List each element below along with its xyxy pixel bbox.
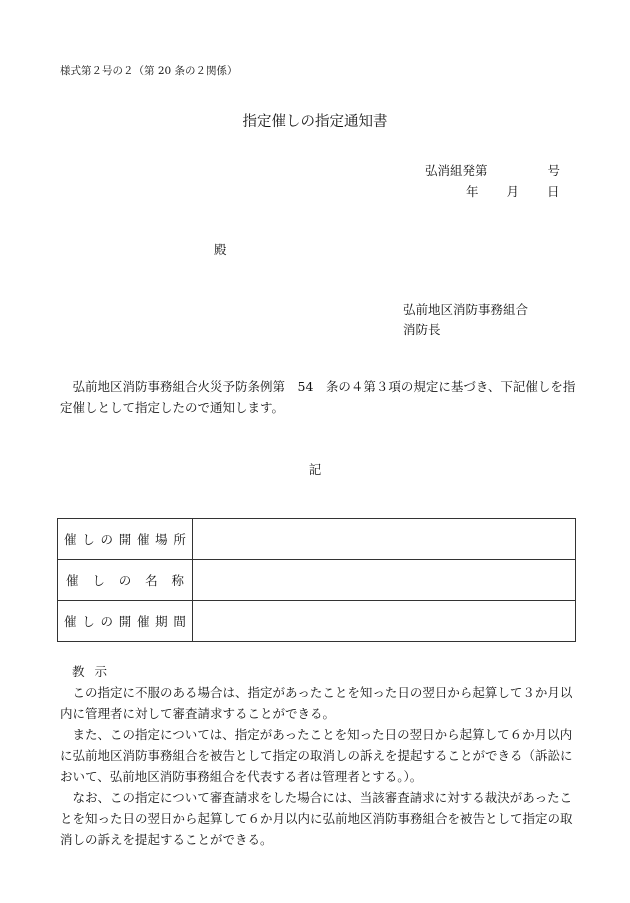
sender-organization: 弘前地区消防事務組合	[403, 302, 529, 317]
date-day: 日	[547, 184, 560, 199]
instruction-paragraph: なお、この指定について審査請求をした場合には、当該審査請求に対する裁決があったことを知った日の翌日から起算して６か月以内に弘前地区消防事務組合を被告として指定の取消しの訴えを提起することができる。	[60, 790, 573, 847]
label-char: 催	[66, 573, 79, 588]
instruction-paragraph: この指定に不服のある場合は、指定があったことを知った日の翌日から起算して３か月以内に管理者に対して審査請求することができる。	[60, 685, 573, 721]
label-char: 間	[173, 614, 186, 629]
document-date	[466, 182, 560, 200]
addressee: 殿	[214, 242, 227, 257]
instruction-paragraph: また、この指定については、指定があったことを知った日の翌日から起算して６か月以内に弘前地区消防事務組合を被告として指定の取消しの訴えを提起することができる（訴訟において、弘前地区消防事務組合を代表する者は管理者とする。）。	[60, 727, 573, 784]
table-row	[58, 601, 576, 642]
label-venue-text	[64, 530, 186, 548]
date-year: 年	[466, 184, 479, 199]
date-month: 月	[506, 184, 520, 199]
value-venue	[193, 519, 576, 560]
label-char: 所	[173, 532, 186, 547]
label-char: 称	[171, 573, 184, 588]
label-period-text	[64, 612, 186, 630]
label-char: 名	[145, 573, 158, 588]
label-char: の	[118, 573, 132, 588]
label-event-name-text	[64, 571, 186, 589]
form-reference: 様式第２号の２（第 20 条の２関係）	[60, 65, 238, 77]
label-char: 催	[136, 532, 150, 547]
label-char: の	[100, 532, 113, 547]
label-event-name	[58, 560, 193, 601]
doc-number-prefix: 弘消組発第	[425, 163, 488, 178]
doc-number-suffix: 号	[547, 163, 561, 178]
value-period	[193, 601, 576, 642]
label-char: 催	[64, 614, 77, 629]
label-period	[58, 601, 193, 642]
label-char: 期	[155, 614, 168, 629]
document-number	[425, 161, 560, 179]
label-venue	[58, 519, 193, 560]
notice-body: 弘前地区消防事務組合火災予防条例第 54 条の４第３項の規定に基づき、下記催しを指定催しとして指定したので通知します。	[60, 379, 576, 415]
label-char: 場	[155, 532, 168, 547]
document-title: 指定催しの指定通知書	[242, 114, 388, 130]
label-char: の	[100, 614, 113, 629]
table-row	[58, 560, 576, 601]
sender-title: 消防長	[403, 322, 441, 337]
label-char: 催	[136, 614, 150, 629]
table-row	[58, 519, 576, 560]
label-char: し	[82, 614, 95, 629]
label-char: 開	[118, 614, 132, 629]
label-char: 催	[64, 532, 77, 547]
ki-heading: 記	[308, 462, 322, 477]
label-char: し	[92, 573, 105, 588]
label-char: 開	[118, 532, 132, 547]
instruction-heading: 教示	[72, 664, 118, 679]
label-char: し	[82, 532, 95, 547]
event-info-table	[57, 518, 576, 642]
value-event-name	[193, 560, 576, 601]
instruction-text	[60, 682, 580, 850]
